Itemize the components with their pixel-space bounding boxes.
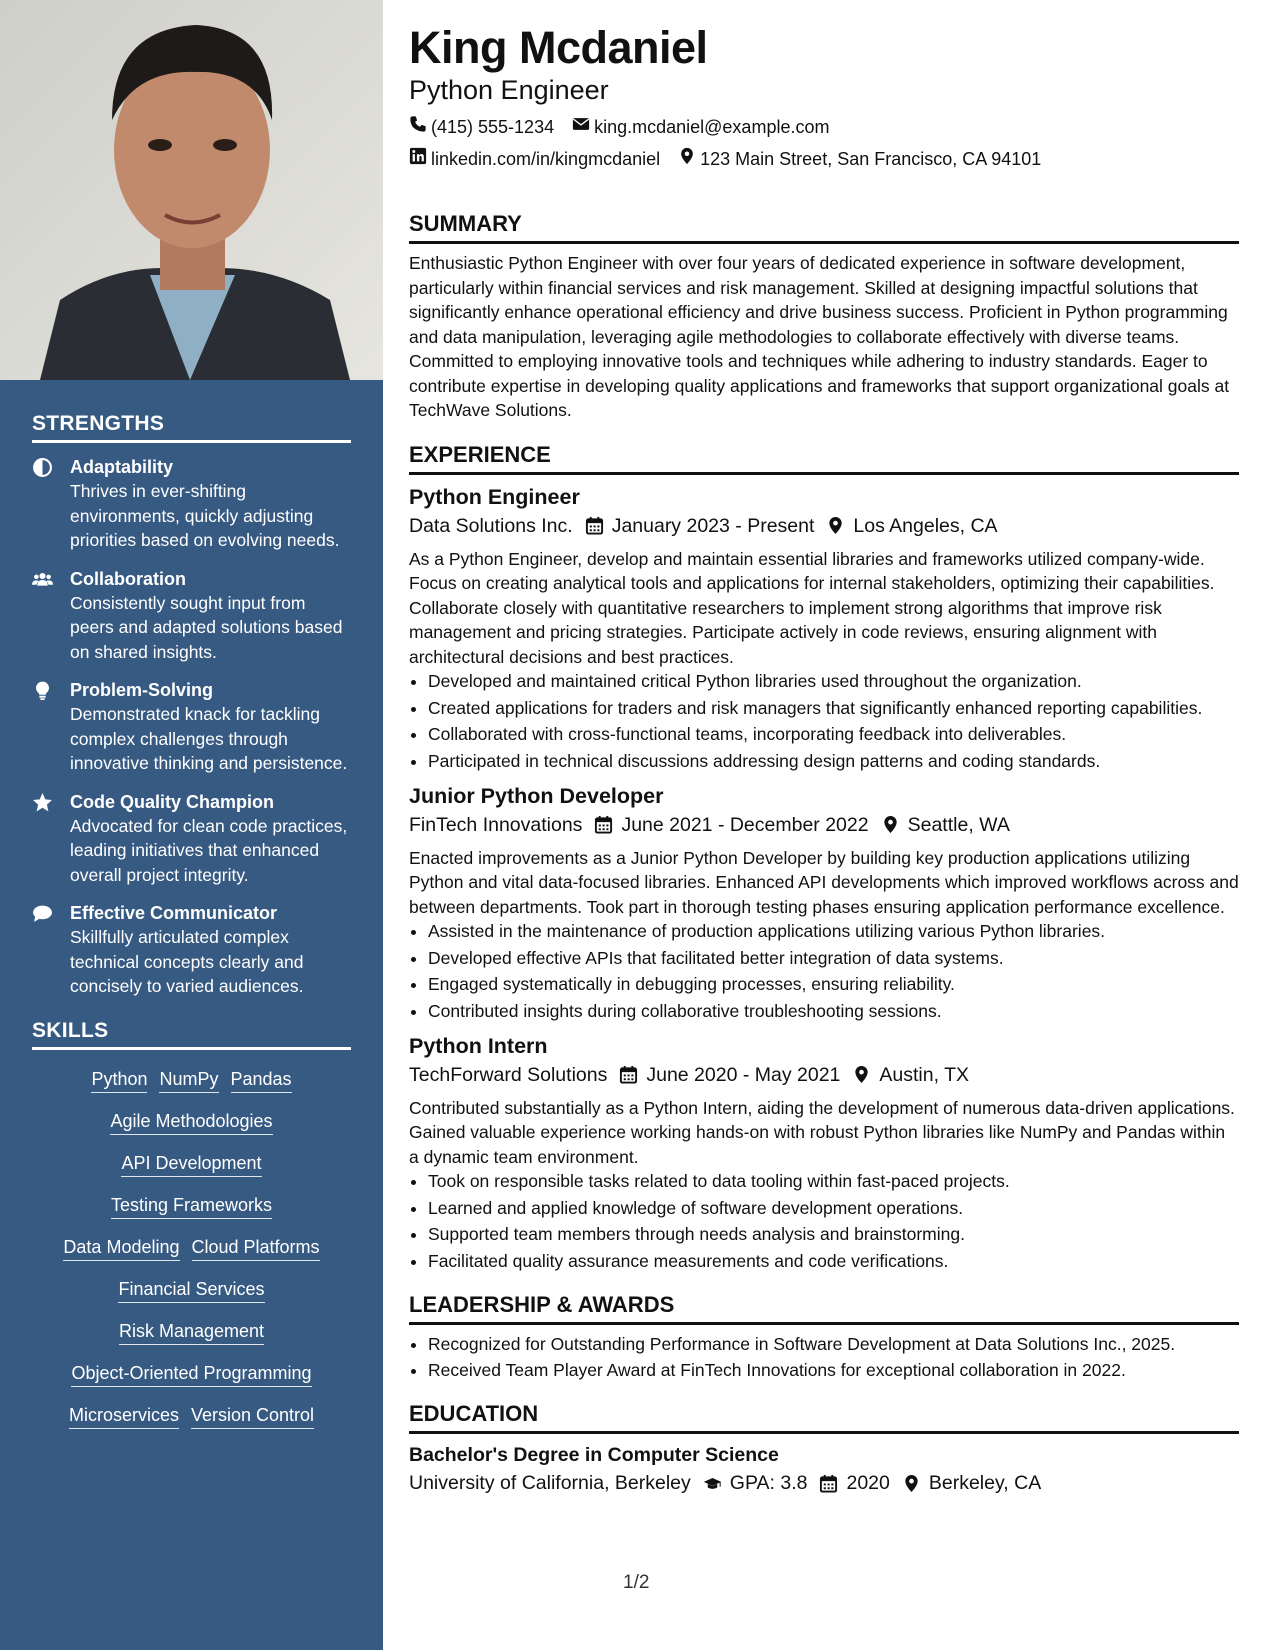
company-name: Data Solutions Inc. xyxy=(409,514,573,537)
education-heading: EDUCATION xyxy=(409,1400,1239,1434)
list-item: • Assisted in the maintenance of production applications utilizing various Python libraries. xyxy=(428,919,1239,943)
sidebar xyxy=(0,0,383,1650)
list-item: • Supported team members through needs analysis and brainstorming. xyxy=(428,1222,1239,1246)
strength-description: Consistently sought input from peers and adapted solutions based on shared insights. xyxy=(70,592,343,662)
list-item: • Collaborated with cross-functional teams, incorporating feedback into deliverables. xyxy=(428,722,1239,746)
job-dates: June 2021 - December 2022 xyxy=(621,813,869,836)
list-item: • Facilitated quality assurance measurements and code verifications. xyxy=(428,1249,1239,1273)
strengths-heading: STRENGTHS xyxy=(32,412,351,443)
gpa: GPA: 3.8 xyxy=(729,1472,808,1494)
job-bullets xyxy=(409,919,1239,1023)
half-circle-icon xyxy=(32,455,70,553)
envelope-icon xyxy=(572,115,594,138)
list-item: • Created applications for traders and risk managers that significantly enhanced reporting capabilities. xyxy=(428,696,1239,720)
address-contact xyxy=(678,147,1041,170)
job-description: Contributed substantially as a Python Intern, aiding the development of numerous data-driven applications. Gained valuable experience working hands-on with robust Python libraries like NumPy and Pandas within a dynamic team environment. xyxy=(409,1097,1235,1167)
job-entry xyxy=(409,1031,1239,1273)
job-dates: June 2020 - May 2021 xyxy=(646,1063,841,1086)
map-pin-icon xyxy=(678,147,700,170)
strength-title: Adaptability xyxy=(70,457,174,477)
education-location: Berkeley, CA xyxy=(928,1472,1042,1494)
job-meta xyxy=(409,811,1239,839)
email-text[interactable]: king.mcdaniel@example.com xyxy=(594,116,830,137)
skill-tag: API Development xyxy=(121,1152,261,1177)
graduation-year: 2020 xyxy=(846,1472,890,1494)
address-text: 123 Main Street, San Francisco, CA 94101 xyxy=(700,148,1042,169)
job-title: Python Engineer xyxy=(409,484,580,509)
skill-tag: Testing Frameworks xyxy=(111,1194,272,1219)
job-title: Junior Python Developer xyxy=(409,783,664,808)
strength-description: Thrives in ever-shifting environments, quickly adjusting priorities based on evolving needs. xyxy=(70,481,340,550)
summary-heading: SUMMARY xyxy=(409,210,1239,244)
phone-icon xyxy=(409,115,431,138)
skill-tag: Version Control xyxy=(191,1404,314,1429)
job-description: As a Python Engineer, develop and maintain essential libraries and frameworks utilized company-wide. Focus on creating analytical tools and applications for internal stakeholders, optimizing their capabilities. Collaborate closely with quantitative researchers to implement strong algorithms that improve risk management and pricing strategies. Participate actively in code reviews, ensuring alignment with architectural decisions and best practices. xyxy=(409,548,1215,667)
candidate-role: Python Engineer xyxy=(409,75,609,105)
strength-title: Effective Communicator xyxy=(70,903,278,923)
strength-description: Demonstrated knack for tackling complex challenges through innovative thinking and persistence. xyxy=(70,704,348,773)
skill-tag: Object-Oriented Programming xyxy=(71,1362,311,1387)
skill-tag: Risk Management xyxy=(119,1320,264,1345)
strength-title: Collaboration xyxy=(70,568,186,589)
strength-item xyxy=(32,678,351,776)
list-item: • Developed and maintained critical Python libraries used throughout the organization. xyxy=(428,669,1239,693)
email-contact[interactable] xyxy=(572,115,829,138)
graduation-cap-icon xyxy=(703,1474,722,1493)
map-pin-icon xyxy=(881,815,900,834)
skill-tag: Data Modeling xyxy=(63,1236,179,1261)
degree-title: Bachelor's Degree in Computer Science xyxy=(409,1444,779,1466)
page-number: 1/2 xyxy=(623,1572,650,1593)
list-item: • Learned and applied knowledge of software development operations. xyxy=(428,1196,1239,1220)
company-name: FinTech Innovations xyxy=(409,813,583,836)
education-meta xyxy=(409,1469,1239,1497)
linkedin-icon xyxy=(409,147,431,170)
strength-item xyxy=(32,901,351,999)
skills-list xyxy=(32,1062,351,1429)
calendar-icon xyxy=(594,815,613,834)
job-location: Austin, TX xyxy=(879,1063,970,1086)
lightbulb-icon xyxy=(32,678,70,776)
skill-tag: Cloud Platforms xyxy=(192,1236,320,1261)
candidate-name: King Mcdaniel xyxy=(409,22,708,73)
list-item: • Contributed insights during collaborative troubleshooting sessions. xyxy=(428,999,1239,1023)
list-item: • Received Team Player Award at FinTech Innovations for exceptional collaboration in 2022. xyxy=(428,1358,1239,1382)
main-content xyxy=(409,20,1239,1504)
linkedin-contact[interactable] xyxy=(409,147,660,170)
strength-item xyxy=(32,790,351,888)
skill-tag: Pandas xyxy=(231,1068,292,1093)
job-location: Los Angeles, CA xyxy=(853,514,998,537)
map-pin-icon xyxy=(826,516,845,535)
list-item: • Engaged systematically in debugging processes, ensuring reliability. xyxy=(428,972,1239,996)
linkedin-text[interactable]: linkedin.com/in/kingmcdaniel xyxy=(431,148,661,169)
job-meta xyxy=(409,512,1239,540)
job-dates: January 2023 - Present xyxy=(611,514,815,537)
strength-description: Skillfully articulated complex technical concepts clearly and concisely to varied audiences. xyxy=(70,927,304,996)
calendar-icon xyxy=(585,516,604,535)
awards-heading: LEADERSHIP & AWARDS xyxy=(409,1291,1239,1325)
speech-bubble-icon xyxy=(32,901,70,999)
skills-heading: SKILLS xyxy=(32,1019,351,1050)
list-item: • Developed effective APIs that facilitated better integration of data systems. xyxy=(428,946,1239,970)
job-bullets xyxy=(409,669,1239,773)
school-name: University of California, Berkeley xyxy=(409,1472,691,1494)
skill-tag: Python xyxy=(91,1068,147,1093)
job-entry xyxy=(409,482,1239,773)
phone-contact xyxy=(409,115,554,138)
users-icon xyxy=(32,567,70,665)
strength-item xyxy=(32,567,351,665)
skill-tag: Agile Methodologies xyxy=(110,1110,272,1135)
strength-item xyxy=(32,455,351,553)
contact-row xyxy=(409,147,1239,170)
company-name: TechForward Solutions xyxy=(409,1063,608,1086)
job-location: Seattle, WA xyxy=(907,813,1010,836)
calendar-icon xyxy=(619,1065,638,1084)
strength-title: Problem-Solving xyxy=(70,680,214,700)
skill-tag: Microservices xyxy=(69,1404,179,1429)
map-pin-icon xyxy=(852,1065,871,1084)
job-entry xyxy=(409,781,1239,1023)
job-bullets xyxy=(409,1169,1239,1273)
job-meta xyxy=(409,1061,1239,1089)
job-title: Python Intern xyxy=(409,1033,548,1058)
strength-title: Code Quality Champion xyxy=(70,791,275,812)
list-item: • Took on responsible tasks related to data tooling within fast-paced projects. xyxy=(428,1169,1239,1193)
star-icon xyxy=(32,790,70,888)
strength-description: Advocated for clean code practices, leading initiatives that enhanced overall project integrity. xyxy=(70,815,348,885)
list-item: • Participated in technical discussions addressing design patterns and coding standards. xyxy=(428,749,1239,773)
job-description: Enacted improvements as a Junior Python Developer by building key production applications utilizing Python and vital data-focused libraries. Enhanced API developments which improved workflows across and between departments. Took part in thorough testing phases ensuring application performance excellence. xyxy=(409,847,1239,917)
calendar-icon xyxy=(819,1474,838,1493)
phone-text: (415) 555-1234 xyxy=(431,116,555,137)
skill-tag: NumPy xyxy=(159,1068,218,1093)
contact-row xyxy=(409,115,1239,138)
list-item: • Recognized for Outstanding Performance in Software Development at Data Solutions Inc., 2025. xyxy=(428,1332,1239,1356)
awards-list xyxy=(409,1332,1239,1383)
summary-text: Enthusiastic Python Engineer with over four years of dedicated experience in software development, particularly within financial services and risk management. Skilled at designing impactful solutions that significantly enhance operational efficiency and drive business success. Proficient in Python programming and data manipulation, leveraging agile methodologies to collaborate effectively with diverse teams. Committed to employing innovative tools and techniques while adhering to industry standards. Eager to contribute expertise in developing quality applications and frameworks that support organizational goals at TechWave Solutions. xyxy=(409,253,1230,420)
experience-heading: EXPERIENCE xyxy=(409,441,1239,475)
skill-tag: Financial Services xyxy=(118,1278,264,1303)
map-pin-icon xyxy=(902,1474,921,1493)
profile-photo xyxy=(0,0,383,380)
